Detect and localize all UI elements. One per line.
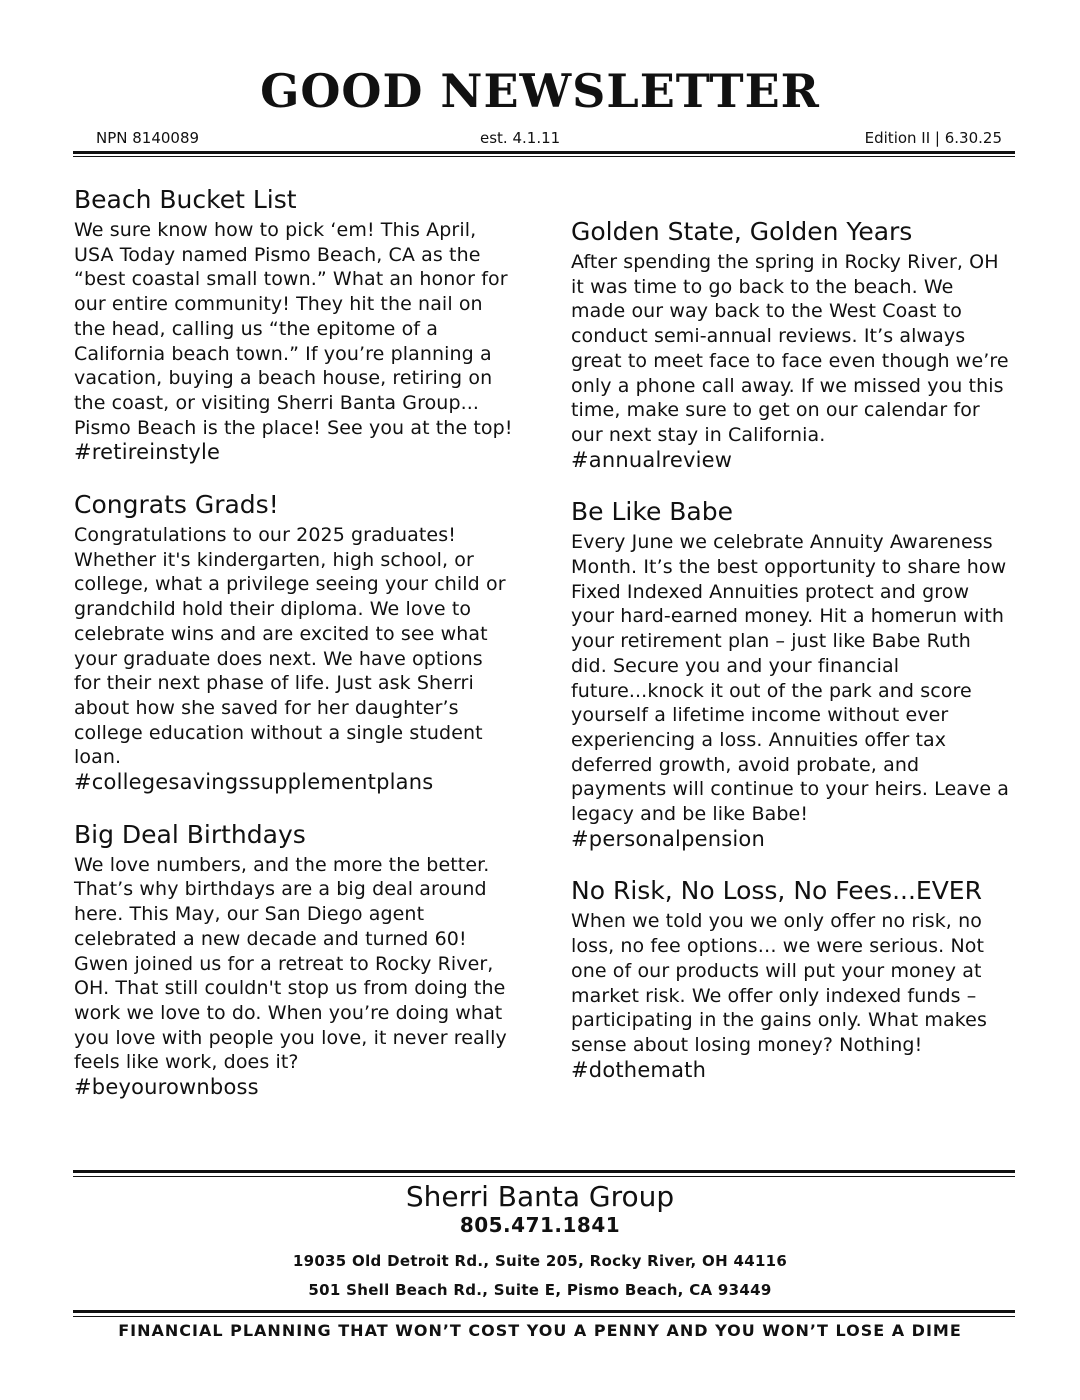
article-body: Every June we celebrate Annuity Awareness Month. It’s the best opportunity to share how Fixed Indexed Annuities protect and grow your hard-earned money. Hit a homerun with your retirement plan – just like Babe Ruth did. Secure you and your financial future...knock it out of the park and score yourself a lifetime income without ever experiencing a loss. Annuities offer tax deferred growth, avoid probate, and payments will continue to your heirs. Leave a legacy and be like Babe! <box>571 531 1010 826</box>
article-no-risk <box>571 875 1011 1082</box>
right-column <box>571 216 1011 1106</box>
tagline-divider-thin <box>73 1316 1015 1317</box>
newsletter-title: GOOD NEWSLETTER <box>260 64 820 118</box>
npn-number: NPN 8140089 <box>96 129 200 147</box>
article-body: After spending the spring in Rocky River, OH it was time to go back to the beach. We made our way back to the West Coast to conduct semi-annual reviews. It’s always great to meet face to face even though we’re only a phone call away. If we missed you this time, make sure to get on our calendar for our next stay in California. <box>571 251 1009 446</box>
company-phone: 805.471.1841 <box>459 1213 621 1237</box>
article-body: We sure know how to pick ‘em! This April, USA Today named Pismo Beach, CA as the “best coastal small town.” What an honor for our entire community! They hit the nail on the head, calling us “the epitome of a California beach town.” If you’re planning a vacation, buying a beach house, retiring on the coast, or visiting Sherri Banta Group... Pismo Beach is the place! See you at the top! <box>74 219 513 439</box>
article-heading: Congrats Grads! <box>74 490 279 520</box>
header-divider-thin <box>73 156 1015 157</box>
address-california: 501 Shell Beach Rd., Suite E, Pismo Beach, CA 93449 <box>308 1281 772 1299</box>
company-tagline: FINANCIAL PLANNING THAT WON’T COST YOU A PENNY AND YOU WON’T LOSE A DIME <box>118 1321 962 1340</box>
article-heading: No Risk, No Loss, No Fees...EVER <box>571 876 982 906</box>
article-hashtag: #retireinstyle <box>74 440 221 465</box>
footer-divider-thick <box>73 1170 1015 1173</box>
article-body: When we told you we only offer no risk, no loss, no fee options… we were serious. Not one of our products will put your money at market risk. We offer only indexed funds – participating in the gains only. What makes sense about losing money? Nothing! <box>571 910 987 1056</box>
article-golden-state <box>571 216 1011 472</box>
article-beach-bucket-list <box>74 184 514 465</box>
article-be-like-babe <box>571 496 1011 851</box>
article-hashtag: #annualreview <box>571 447 733 472</box>
company-name: Sherri Banta Group <box>405 1180 675 1213</box>
article-heading: Golden State, Golden Years <box>571 217 913 246</box>
article-congrats-grads <box>74 489 514 795</box>
established-date: est. 4.1.11 <box>480 129 561 147</box>
article-hashtag: #collegesavingssupplementplans <box>74 770 434 795</box>
article-big-deal-birthdays <box>74 819 514 1100</box>
article-body: Congratulations to our 2025 graduates! Whether it's kindergarten, high school, or college, what a privilege seeing your child or grandchild hold their diploma. We love to celebrate wins and are excited to see what your graduate does next. We have options for their next phase of life. Just ask Sherri about how she saved for her daughter’s college education without a single student loan. <box>74 524 506 769</box>
article-body: We love numbers, and the more the better. That’s why birthdays are a big deal around here. This May, our San Diego agent celebrated a new decade and turned 60! Gwen joined us for a retreat to Rocky River, OH. That still couldn't stop us from doing the work we love to do. When you’re doing what you love with people you love, it never really feels like work, does it? <box>74 853 507 1074</box>
tagline-divider-thick <box>73 1310 1015 1313</box>
article-hashtag: #beyourownboss <box>74 1075 259 1100</box>
edition-date: Edition II | 6.30.25 <box>864 129 1002 147</box>
address-ohio: 19035 Old Detroit Rd., Suite 205, Rocky River, OH 44116 <box>292 1252 788 1270</box>
article-hashtag: #dothemath <box>571 1057 707 1082</box>
article-heading: Be Like Babe <box>571 497 733 527</box>
article-heading: Big Deal Birthdays <box>74 819 306 849</box>
footer-divider-thin <box>73 1176 1015 1177</box>
left-column <box>74 184 514 1124</box>
article-hashtag: #personalpension <box>571 826 765 851</box>
masthead-meta-row <box>96 129 1002 149</box>
header-divider-thick <box>73 151 1015 154</box>
article-heading: Beach Bucket List <box>74 185 297 214</box>
